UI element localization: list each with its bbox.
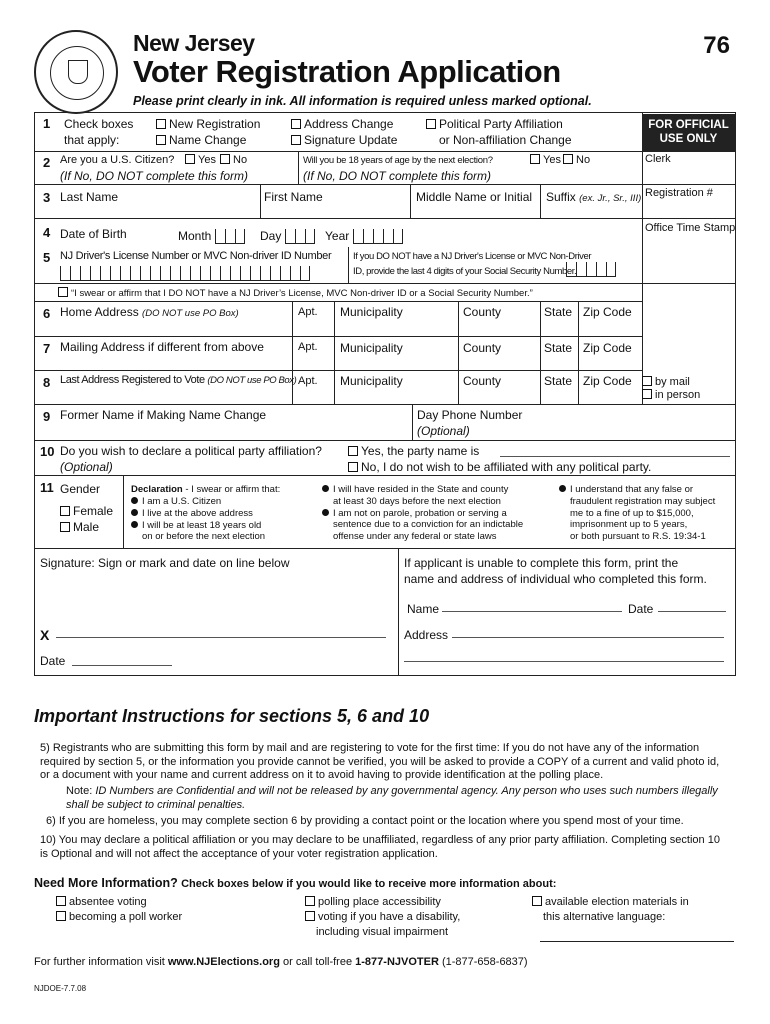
citizen-no-checkbox[interactable] [220,154,230,164]
home-zip-field[interactable]: Zip Code [583,305,632,319]
middle-name-field[interactable]: Middle Name or Initial [416,190,533,204]
accessibility-option[interactable]: polling place accessibility [305,896,441,908]
instruction-6: 6) If you are homeless, you may complete section 6 by providing a contact point or the location where you spend most of your time. [46,815,684,827]
party-yes-checkbox[interactable] [348,446,358,456]
accessibility-checkbox[interactable] [305,896,315,906]
declaration-item: I am not on parole, probation or serving a [322,508,507,519]
dob-day-field[interactable]: Day [260,229,315,244]
in-person-option[interactable]: in person [642,389,700,401]
mailing-address-field[interactable]: Mailing Address if different from above [60,340,264,354]
former-name-field[interactable]: Former Name if Making Name Change [60,408,267,422]
assistant-name-label: Name [407,602,440,616]
in-person-checkbox[interactable] [642,389,652,399]
section-11-number: 11 [40,480,54,495]
declaration-item: I live at the above address [131,508,253,519]
day-phone-optional: (Optional) [417,424,470,438]
party-name-line[interactable] [500,456,730,457]
age-question: Will you be 18 years of age by the next election? [303,155,493,166]
instructions-title: Important Instructions for sections 5, 6 and 10 [34,706,430,726]
declaration-title: Declaration - I swear or affirm that: [131,484,281,495]
form-code: NJDOE-7.7.08 [34,984,87,993]
declaration-item-cont: sentence due to a conviction for an indictable [333,519,524,530]
absentee-checkbox[interactable] [56,896,66,906]
address-change-option[interactable]: Address Change [291,117,393,131]
age-yes-checkbox[interactable] [530,154,540,164]
page-title: Voter Registration Application [133,54,561,89]
instruction-note: Note: ID Numbers are Confidential and will not be released by any governmental agency. Any person who uses such numbers illegally shall be subject to criminal penalties. [66,785,718,811]
section-3-number: 3 [43,190,51,205]
party-no-checkbox[interactable] [348,462,358,472]
party-affiliation-checkbox[interactable] [426,119,436,129]
assistant-date-line[interactable] [658,611,726,612]
section-1-label: Check boxes [64,117,134,131]
citizen-question: Are you a U.S. Citizen? [60,154,175,166]
citizen-note: (If No, DO NOT complete this form) [60,169,249,183]
gender-label: Gender [60,482,101,496]
signature-update-option[interactable]: Signature Update [291,133,397,147]
declaration-item-cont: at least 30 days before the next election [333,496,501,507]
instruction-5: 5) Registrants who are submitting this form by mail and are registering to vote for the first time: If you do not have any of the information required by section 5, or the information you provide cannot be verified, you will be asked to provide a COPY of a current and valid photo id, or a document with your name and current address on it to avoid having to provide identification at the polling place. [40,742,720,781]
home-address-field[interactable]: Home Address (DO NOT use PO Box) [60,305,239,319]
signature-date-label: Date [40,654,66,668]
home-municipality-field[interactable]: Municipality [340,305,403,319]
last-name-field[interactable]: Last Name [60,190,119,204]
home-state-field[interactable]: State [544,305,573,319]
dob-month-field[interactable]: Month [178,229,245,244]
ssn-note-b: ID, provide the last 4 digits of your Social Security Number. [353,266,577,277]
disability-option-cont: including visual impairment [316,926,449,938]
last-state-field[interactable]: State [544,374,573,388]
declaration-item-cont: me to a fine of up to $15,000, [570,508,694,519]
address-change-checkbox[interactable] [291,119,301,129]
party-yes-option[interactable]: Yes, the party name is [348,444,479,458]
page-subtitle: Please print clearly in ink. All information is required unless marked optional. [133,94,592,108]
dob-year-field[interactable]: Year [325,229,403,244]
last-municipality-field[interactable]: Municipality [340,374,403,388]
state-name: New Jersey [133,30,255,56]
poll-worker-checkbox[interactable] [56,911,66,921]
office-time-stamp-label: Office Time Stamp [645,222,736,234]
assistant-address-line-2[interactable] [404,661,724,662]
assistant-name-line[interactable] [442,611,622,612]
declaration-item-cont: imprisonment up to 5 years, [570,519,688,530]
section-6-number: 6 [43,306,51,321]
section-9-number: 9 [43,409,51,424]
declaration-item: I will be at least 18 years old [131,520,261,531]
no-id-checkbox[interactable] [58,287,68,297]
declaration-item-cont: on or before the next election [142,531,266,542]
license-number-field[interactable] [60,266,310,281]
signature-date-line[interactable] [72,665,172,666]
section-1-number: 1 [43,116,51,131]
party-no-option[interactable]: No, I do not wish to be affiliated with any political party. [348,460,651,474]
declaration-item: I understand that any false or [559,484,693,495]
section-4-number: 4 [43,225,51,240]
by-mail-checkbox[interactable] [642,376,652,386]
section-1-label-b: that apply: [64,133,120,147]
age-no-checkbox[interactable] [563,154,573,164]
home-apt-field[interactable]: Apt. [298,306,318,318]
poll-worker-option[interactable]: becoming a poll worker [56,911,182,923]
ssn-last4-field[interactable] [566,262,616,277]
footer-contact: For further information visit www.NJElections.org or call toll-free 1-877-NJVOTER (1-877-658-6837) [34,956,528,968]
ssn-note-a: If you DO NOT have a NJ Driver's License or MVC Non-Driver [353,251,592,262]
alt-language-checkbox[interactable] [532,896,542,906]
mailing-state-field[interactable]: State [544,341,573,355]
mailing-apt-field[interactable]: Apt. [298,341,318,353]
disability-option[interactable]: voting if you have a disability, [305,911,460,923]
by-mail-option[interactable]: by mail [642,376,690,388]
mailing-zip-field[interactable]: Zip Code [583,341,632,355]
signature-update-checkbox[interactable] [291,135,301,145]
last-address-field[interactable]: Last Address Registered to Vote (DO NOT use PO Box) [60,374,297,386]
last-county-field[interactable]: County [463,374,502,388]
party-optional: (Optional) [60,460,113,474]
official-use-header: FOR OFFICIAL USE ONLY [642,114,735,151]
party-affiliation-option[interactable]: Political Party Affiliation [426,117,563,131]
male-checkbox[interactable] [60,522,70,532]
citizen-no[interactable]: No [220,154,247,166]
party-affiliation-option-b: or Non-affiliation Change [439,133,572,147]
section-5-number: 5 [43,250,51,265]
citizen-yes[interactable]: Yes [185,154,216,166]
mailing-county-field[interactable]: County [463,341,502,355]
age-note: (If No, DO NOT complete this form) [303,169,492,183]
mailing-municipality-field[interactable]: Municipality [340,341,403,355]
name-change-option[interactable]: Name Change [156,133,246,147]
name-change-checkbox[interactable] [156,135,166,145]
state-seal [34,30,118,114]
section-8-number: 8 [43,375,51,390]
declaration-item-cont: or both pursuant to R.S. 19:34-1 [570,531,706,542]
home-county-field[interactable]: County [463,305,502,319]
party-question: Do you wish to declare a political party affiliation? [60,444,322,458]
last-zip-field[interactable]: Zip Code [583,374,632,388]
gender-female-option[interactable]: Female [60,504,113,518]
assistant-address-line[interactable] [452,637,724,638]
first-name-field[interactable]: First Name [264,190,323,204]
declaration-item: I will have resided in the State and county [322,484,508,495]
no-id-affirmation[interactable]: “I swear or affirm that I DO NOT have a NJ Driver’s License, MVC Non-driver ID or a Social Security Number.” [58,287,533,299]
assistant-date-label: Date [628,602,654,616]
declaration-item: I am a U.S. Citizen [131,496,221,507]
section-7-number: 7 [43,341,51,356]
clerk-label: Clerk [645,153,671,165]
website-link[interactable]: www.NJElections.org [167,956,280,968]
gender-male-option[interactable]: Male [60,520,99,534]
new-registration-checkbox[interactable] [156,119,166,129]
alt-language-option[interactable]: available election materials in [532,896,689,908]
signature-line[interactable] [56,637,386,638]
age-no[interactable]: No [563,154,590,166]
alt-language-line[interactable] [540,941,734,942]
assistant-instructions-b: name and address of individual who completed this form. [404,572,707,586]
registration-number-label: Registration # [645,187,713,199]
section-2-number: 2 [43,155,51,170]
day-phone-field[interactable]: Day Phone Number [417,408,523,422]
dob-label: Date of Birth [60,227,127,241]
citizen-yes-checkbox[interactable] [185,154,195,164]
signature-x-mark: X [40,627,50,643]
more-info-heading: Need More Information? Check boxes below if you would like to receive more information about: [34,876,557,890]
new-registration-option[interactable]: New Registration [156,117,260,131]
phone-link[interactable]: 1-877-NJVOTER [355,956,439,968]
declaration-item-cont: fraudulent registration may subject [570,496,716,507]
assistant-instructions-a: If applicant is unable to complete this form, print the [404,556,679,570]
age-yes[interactable]: Yes [530,154,561,166]
female-checkbox[interactable] [60,506,70,516]
form-number: 76 [703,32,730,59]
section-10-number: 10 [40,444,55,459]
alt-language-option-cont: this alternative language: [543,911,666,923]
absentee-voting-option[interactable]: absentee voting [56,896,147,908]
last-apt-field[interactable]: Apt. [298,375,318,387]
declaration-item-cont: offense under any federal or state laws [333,531,497,542]
signature-label: Signature: Sign or mark and date on line below [40,556,290,570]
disability-checkbox[interactable] [305,911,315,921]
instruction-10: 10) You may declare a political affiliation or you may declare to be unaffiliated, regardless of any prior party affiliation. Completing section 10 is Optional and will not affect the acceptance of your voter registration application. [40,834,720,860]
suffix-field[interactable]: Suffix (ex. Jr., Sr., III) [546,190,642,204]
assistant-address-label: Address [404,628,449,642]
license-label: NJ Driver's License Number or MVC Non-driver ID Number [60,250,332,262]
